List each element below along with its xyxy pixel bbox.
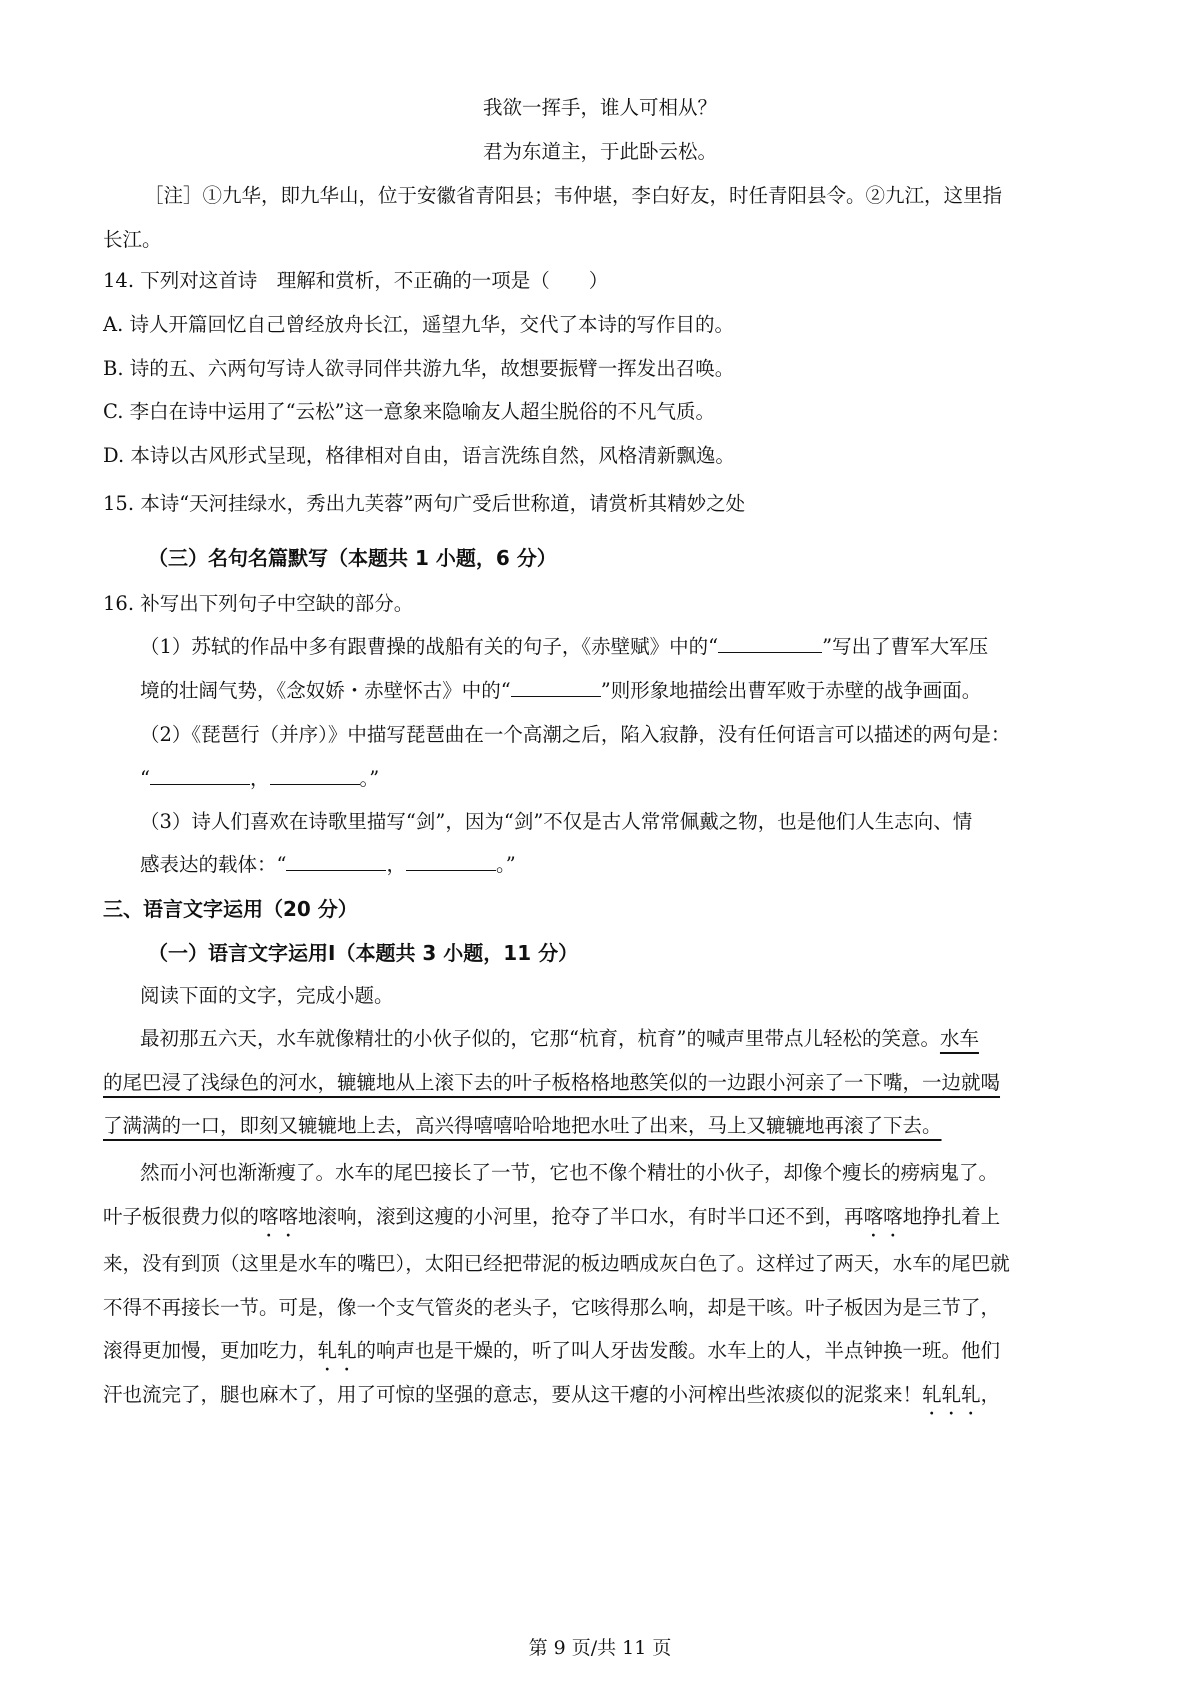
q16-p1-text-c: 境的壮阔气势，《念奴娇・赤壁怀古》中的“ xyxy=(140,679,511,702)
poem-line-1: 我欲一挥手，谁人可相从？ xyxy=(482,96,717,119)
question-16-part-2-line-2 xyxy=(140,764,379,794)
passage-p1-line-2-underlined: 的尾巴浸了浅绿色的河水，辘辘地从上滚下去的叶子板格格地憨笑似的一边跟小河亲了一下嘴，一边就喝 xyxy=(103,1071,1001,1094)
passage-text: 的响声也是干燥的，听了叫人牙齿发酸。水车上的人，半点钟换一班。他们 xyxy=(356,1339,1001,1362)
passage-p2-line-2 xyxy=(103,1202,1000,1232)
emphasis-dotted-char: 喀 xyxy=(883,1205,903,1228)
emphasis-dotted-char: 轧 xyxy=(941,1383,962,1406)
passage-text: 汗也流完了，腿也麻木了，用了可惊的坚强的意志，要从这干瘪的小河榨出些浓痰似的泥浆来！ xyxy=(103,1383,923,1406)
question-14-option-d: D. 本诗以古风形式呈现，格律相对自由，语言洗练自然，风格清新飘逸。 xyxy=(103,444,735,467)
passage-text: 地滚响，滚到这瘦的小河里，抢夺了半口水，有时半口还不到，再 xyxy=(298,1205,864,1228)
answer-blank[interactable] xyxy=(150,764,250,785)
passage-p2-line-6 xyxy=(103,1380,1000,1410)
q16-p2-close-quote: 。” xyxy=(359,767,380,790)
passage-p1-line-3-underlined: 了满满的一口，即刻又辘辘地上去，高兴得嘻嘻哈哈地把水吐了出来，马上又辘辘地再滚了下去。 xyxy=(103,1114,942,1137)
q16-p3-text-b: 感表达的载体：“ xyxy=(140,853,287,876)
emphasis-dotted-char: 喀 xyxy=(259,1205,279,1228)
q16-p3-close-quote: 。” xyxy=(496,853,516,876)
question-16-part-3-line-2 xyxy=(140,850,516,880)
passage-text: ， xyxy=(980,1383,1001,1406)
section-3-sub-heading: （一）语言文字运用Ⅰ（本题共 3 小题，11 分） xyxy=(148,941,579,965)
question-14-stem: 14. 下列对这首诗 理解和赏析，不正确的一项是（ ） xyxy=(103,269,609,292)
emphasis-dotted-char: 轧 xyxy=(337,1339,357,1362)
note-line-1: ［注］①九华，即九华山，位于安徽省青阳县；韦仲堪，李白好友，时任青阳县令。②九江，这里指 xyxy=(144,184,1003,207)
section-recite-heading: （三）名句名篇默写（本题共 1 小题，6 分） xyxy=(148,546,557,570)
passage-text: 叶子板很费力似的 xyxy=(103,1205,260,1228)
question-16-stem: 16. 补写出下列句子中空缺的部分。 xyxy=(103,592,414,615)
note-line-2: 长江。 xyxy=(103,228,162,251)
passage-underlined-start: 水车 xyxy=(939,1027,979,1050)
passage-text: 地挣扎着上 xyxy=(902,1205,1001,1228)
passage-p2-line-4: 不得不再接长一节。可是，像一个支气管炎的老头子，它咳得那么响，却是干咳。叶子板因为是三节了， xyxy=(103,1296,1001,1319)
poem-line-2: 君为东道主，于此卧云松。 xyxy=(482,140,717,163)
q16-p2-open-quote: “ xyxy=(140,767,150,790)
passage-p1-text: 最初那五六天，水车就像精壮的小伙子似的，它那“杭育，杭育”的喊声里带点儿轻松的笑意。 xyxy=(140,1027,940,1050)
question-14-option-b: B. 诗的五、六两句写诗人欲寻同伴共游九华，故想要振臂一挥发出召唤。 xyxy=(103,357,735,380)
question-14-option-a: A. 诗人开篇回忆自己曾经放舟长江，遥望九华，交代了本诗的写作目的。 xyxy=(103,313,734,336)
question-16-part-1-line-2 xyxy=(140,676,981,706)
q16-p1-text-b: ”写出了曹军大军压 xyxy=(822,635,989,658)
passage-p2-line-3: 来，没有到顶（这里是水车的嘴巴），太阳已经把带泥的板边晒成灰白色了。这样过了两天，水车的尾巴就 xyxy=(103,1252,1010,1275)
passage-text: 滚得更加慢，更加吃力， xyxy=(103,1339,318,1362)
passage-p2-line-1: 然而小河也渐渐瘦了。水车的尾巴接长了一节，它也不像个精壮的小伙子，却像个瘦长的痨病鬼了。 xyxy=(140,1161,999,1184)
question-16-part-2-line-1: （2）《琵琶行（并序）》中描写琵琶曲在一个高潮之后，陷入寂静，没有任何语言可以描述的两句是： xyxy=(140,723,1011,746)
passage-p2-line-5 xyxy=(103,1336,1000,1366)
section-3-instruction: 阅读下面的文字，完成小题。 xyxy=(140,984,394,1007)
q16-p1-text-d: ”则形象地描绘出曹军败于赤壁的战争画面。 xyxy=(600,679,982,702)
passage-p1-line-1 xyxy=(140,1024,979,1054)
emphasis-dotted-char: 喀 xyxy=(278,1205,299,1228)
answer-blank[interactable] xyxy=(718,632,822,653)
section-3-heading: 三、语言文字运用（20 分） xyxy=(103,897,358,921)
question-16-part-1-line-1 xyxy=(140,632,988,662)
question-14-option-c: C. 李白在诗中运用了“云松”这一意象来隐喻友人超尘脱俗的不凡气质。 xyxy=(103,400,716,423)
q16-p2-separator: ， xyxy=(249,767,270,790)
q16-p1-text-a: （1）苏轼的作品中多有跟曹操的战船有关的句子，《赤壁赋》中的“ xyxy=(140,635,719,658)
answer-blank[interactable] xyxy=(270,764,360,785)
question-15-stem: 15. 本诗“天河挂绿水，秀出九芙蓉”两句广受后世称道，请赏析其精妙之处 xyxy=(103,492,746,515)
answer-blank[interactable] xyxy=(406,850,496,871)
answer-blank[interactable] xyxy=(511,676,601,697)
emphasis-dotted-char: 轧 xyxy=(961,1383,981,1406)
question-16-part-3-line-1: （3）诗人们喜欢在诗歌里描写“剑”，因为“剑”不仅是古人常常佩戴之物，也是他们人生志向、情 xyxy=(140,810,973,833)
page-number-footer: 第 9 页/共 11 页 xyxy=(528,1637,672,1659)
q16-p3-separator: ， xyxy=(386,853,406,876)
answer-blank[interactable] xyxy=(286,850,386,871)
emphasis-dotted-char: 轧 xyxy=(922,1383,942,1406)
emphasis-dotted-char: 轧 xyxy=(317,1339,338,1362)
emphasis-dotted-char: 喀 xyxy=(863,1205,884,1228)
